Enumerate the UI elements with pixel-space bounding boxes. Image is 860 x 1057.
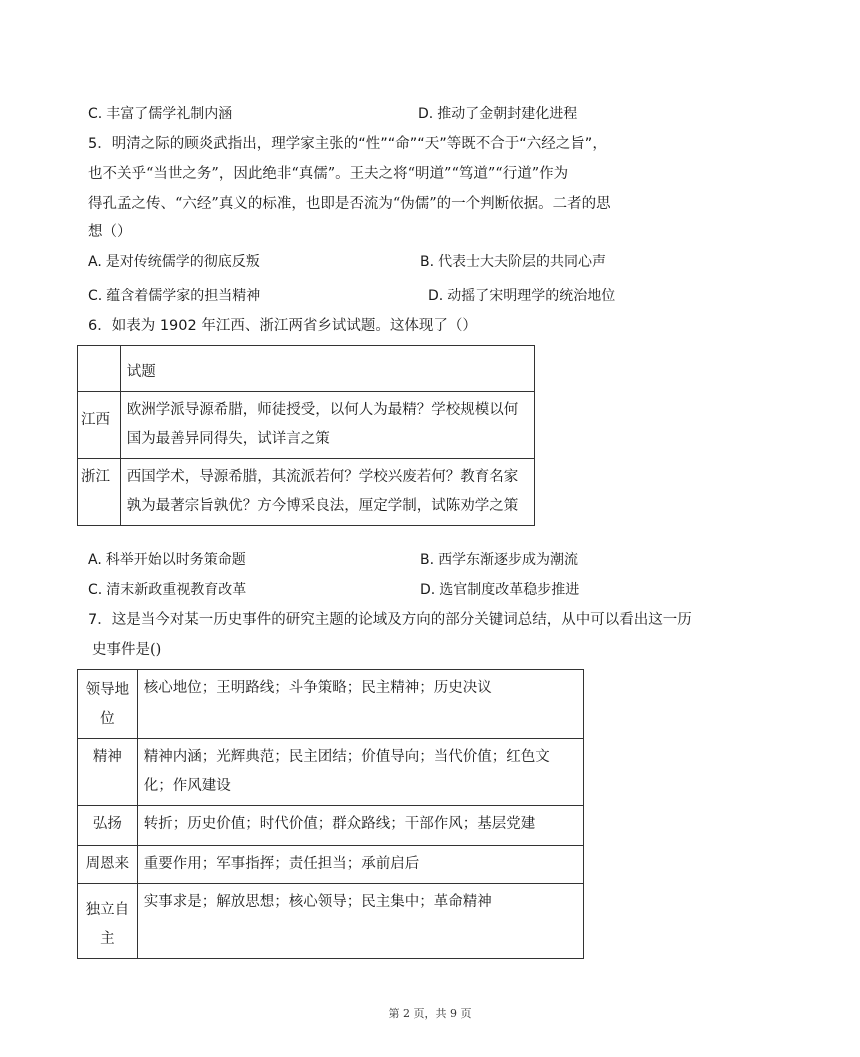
q5-stem-line-4: 想（） [88,224,132,240]
topic-cell: 精神 [78,739,138,806]
option-label: A. [88,254,102,270]
option-text: 科举开始以时务策命题 [105,552,246,568]
q5-option-d [428,286,615,306]
option-label: C. [88,288,103,304]
option-text: 是对传统儒学的彻底反叛 [105,254,260,270]
option-text: 推动了金朝封建化进程 [437,106,578,122]
q7-table [77,669,584,959]
option-text: 西学东渐逐步成为潮流 [438,552,579,568]
keywords-cell: 精神内涵；光辉典范；民主团结；价值导向；当代价值；红色文化；作风建设 [137,739,583,806]
option-text: 选官制度改革稳步推进 [439,582,580,598]
option-text: 蕴含着儒学家的担当精神 [106,288,261,304]
q5-option-b [420,252,606,272]
q5-option-c [88,286,260,306]
topic-cell: 领导地位 [78,670,138,739]
q4-option-d [418,104,577,124]
keywords-cell: 核心地位；王明路线；斗争策略；民主精神；历史决议 [137,670,583,739]
option-label: D. [420,582,436,598]
table-header-cell [78,346,121,392]
option-text: 动摇了宋明理学的统治地位 [447,288,616,304]
option-label: D. [428,288,444,304]
q6-table [77,345,535,526]
table-row [78,884,584,959]
q5-stem-line-1: 5．明清之际的顾炎武指出，理学家主张的“性”“命”“天”等既不合于“六经之旨”， [88,136,607,152]
q6-stem: 6．如表为 1902 年江西、浙江两省乡试试题。这体现了（） [88,318,477,334]
option-label: D. [418,106,434,122]
q6-option-b [420,550,578,570]
option-label: C. [88,106,103,122]
keywords-cell: 转折；历史价值；时代价值；群众路线；干部作风；基层党建 [137,806,583,846]
province-cell: 江西 [78,392,121,459]
topic-cell: 弘扬 [78,806,138,846]
q6-option-d [420,580,579,600]
question-cell: 西国学术，导源希腊，其流派若何？学校兴废若何？教育名家孰为最著宗旨孰优？方今博采良法，厘定学制，试陈劝学之策 [120,459,534,526]
q5-stem-line-2: 也不关乎“当世之务”，因此绝非“真儒”。王夫之将“明道”“笃道”“行道”作为 [88,166,569,182]
option-text: 代表士大夫阶层的共同心声 [438,254,607,270]
keywords-cell: 重要作用；军事指挥；责任担当；承前启后 [137,846,583,884]
table-row [78,846,584,884]
question-cell: 欧洲学派导源希腊，师徒授受，以何人为最精？学校规模以何国为最善异同得失，试详言之策 [120,392,534,459]
option-label: B. [420,552,435,568]
q6-option-a [88,550,246,570]
q5-stem-line-3: 得孔孟之传、“六经”真义的标准，也即是否流为“伪儒”的一个判断依据。二者的思 [88,196,611,212]
table-row [78,392,535,459]
q4-option-c [88,104,232,124]
keywords-cell: 实事求是；解放思想；核心领导；民主集中；革命精神 [137,884,583,959]
option-text: 清末新政重视教育改革 [106,582,247,598]
option-label: A. [88,552,102,568]
table-row [78,670,584,739]
option-text: 丰富了儒学礼制内涵 [106,106,233,122]
q7-stem-line-2: 史事件是() [92,642,162,658]
table-header-row [78,346,535,392]
topic-cell: 周恩来 [78,846,138,884]
table-row [78,806,584,846]
table-row [78,459,535,526]
topic-cell: 独立自主 [78,884,138,959]
option-label: C. [88,582,103,598]
q6-option-c [88,580,246,600]
option-label: B. [420,254,435,270]
table-header-cell: 试题 [120,346,534,392]
q7-stem-line-1: 7．这是当今对某一历史事件的研究主题的论域及方向的部分关键词总结，从中可以看出这一历 [88,612,692,628]
q5-option-a [88,252,260,272]
table-row [78,739,584,806]
page-footer: 第 2 页，共 9 页 [388,1007,472,1020]
province-cell: 浙江 [78,459,121,526]
